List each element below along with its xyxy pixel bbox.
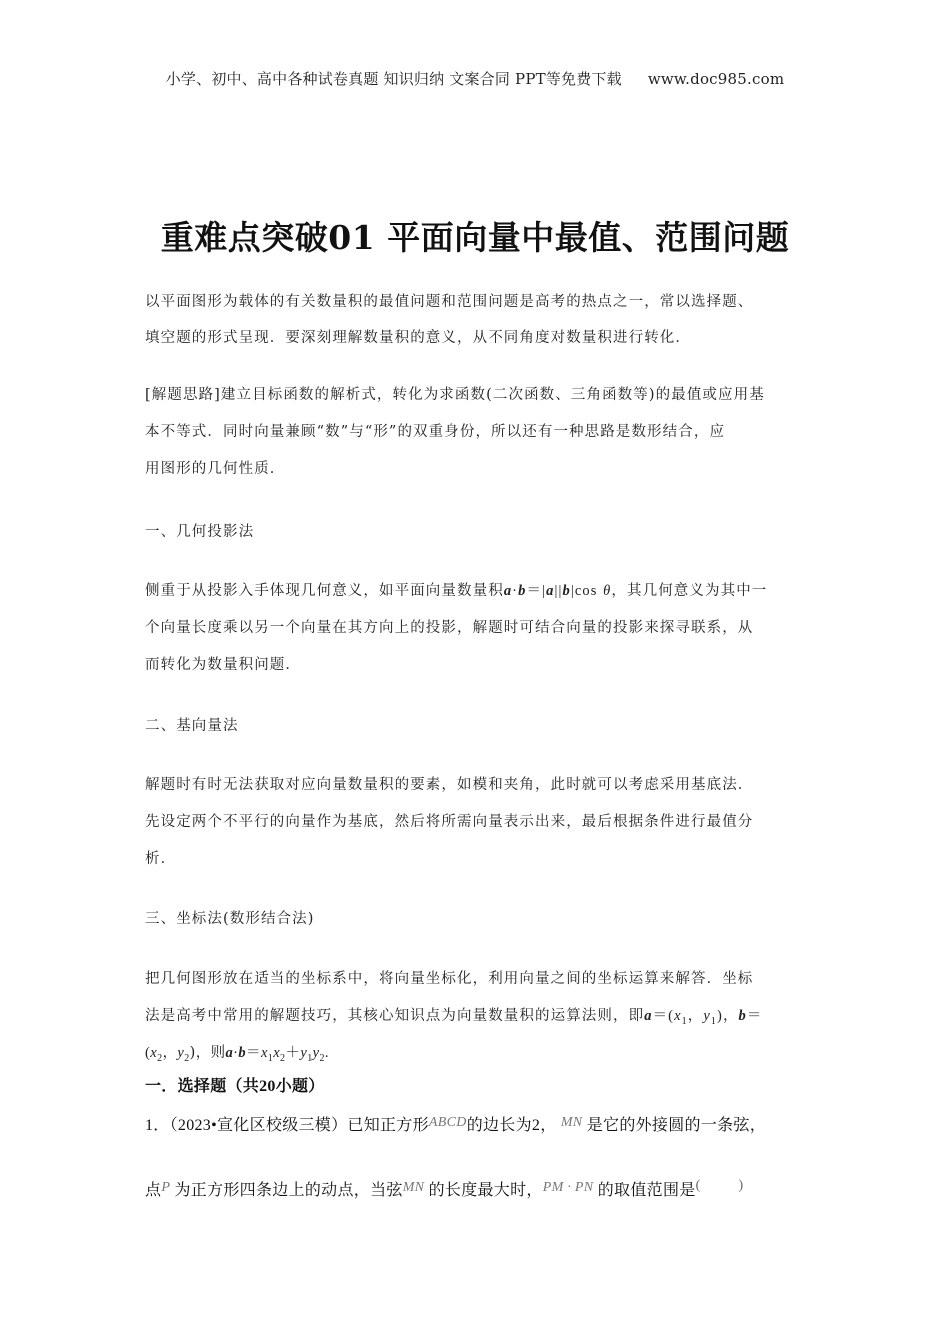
vec-a: a xyxy=(503,583,513,599)
q1-text-3: 是它的外接圆的一条弦， xyxy=(586,1117,767,1134)
section-3-line-2 xyxy=(145,1004,763,1027)
vec-b: b xyxy=(738,1008,747,1024)
section-2-heading: 二、基向量法 xyxy=(145,718,239,734)
section-3-heading: 三、坐标法(数形结合法) xyxy=(145,911,315,927)
q1-text-2: 的边长为2， xyxy=(466,1117,557,1134)
s3-text-pre: 法是高考中常用的解题技巧，其核心知识点为向量数量积的运算法则，即 xyxy=(145,1008,645,1024)
page-title: 重难点突破01 平面向量中最值、范围问题 xyxy=(160,218,790,257)
plus-op: ＋ xyxy=(285,1045,301,1061)
eq-open: ＝( xyxy=(652,1008,675,1024)
dot-product-expr: PM · PN xyxy=(542,1180,594,1195)
sub-1: 1 xyxy=(710,1015,718,1027)
approach-line-3: 用图形的几何性质． xyxy=(145,461,286,477)
vec-a: a xyxy=(644,1008,653,1024)
theta-symbol: θ xyxy=(603,583,612,599)
vec-a: a xyxy=(225,1045,234,1061)
section-1-line-2: 个向量长度乘以另一个向量在其方向上的投影，解题时可结合向量的投影来探寻联系，从 xyxy=(145,620,754,636)
period: . xyxy=(324,1045,329,1061)
var-y: y xyxy=(312,1045,320,1061)
header-url: www.doc985.com xyxy=(647,70,785,88)
section-1-line-3: 而转化为数量积问题． xyxy=(145,657,301,673)
question-1-line-2 xyxy=(145,1177,744,1200)
q1-line2-mid2: 的长度最大时， xyxy=(428,1182,543,1199)
section-3-line-3 xyxy=(145,1041,329,1064)
intro-line-2: 填空题的形式呈现．要深刻理解数量积的意义，从不同角度对数量积进行转化． xyxy=(145,330,691,346)
point-label: P xyxy=(161,1180,171,1195)
dot-op: · xyxy=(512,583,519,599)
page-header xyxy=(0,68,950,89)
close-paren: )， xyxy=(717,1008,739,1024)
dot-op: · xyxy=(233,1045,239,1061)
section-2-line-3: 析． xyxy=(145,851,177,867)
var-x: x xyxy=(260,1045,268,1061)
var-x: x xyxy=(150,1045,158,1061)
var-y: y xyxy=(300,1045,308,1061)
eq-op: ＝| xyxy=(526,583,547,599)
comma: ， xyxy=(687,1008,704,1024)
section-1-heading: 一、几何投影法 xyxy=(145,524,255,540)
q1-line2-mid: 为正方形四条边上的动点，当弦 xyxy=(174,1182,403,1199)
abs-bars: || xyxy=(554,583,563,599)
answer-paren-close: ) xyxy=(738,1178,744,1193)
sub-1: 1 xyxy=(307,1052,313,1064)
comma: ， xyxy=(162,1045,178,1061)
sub-1: 1 xyxy=(681,1015,688,1027)
s1-text-post: ，其几何意义为其中一 xyxy=(611,583,768,599)
answer-paren-open: ( xyxy=(695,1178,701,1193)
open-paren: ( xyxy=(145,1045,151,1061)
vec-a-abs: a xyxy=(546,583,555,599)
cos-fn: |cos xyxy=(570,583,598,599)
approach-line-1: [解题思路]建立目标函数的解析式，转化为求函数(二次函数、三角函数等)的最值或应用基 xyxy=(145,387,765,403)
square-label: ABCD xyxy=(428,1115,467,1130)
chord-label: MN xyxy=(560,1115,583,1130)
var-x: x xyxy=(273,1045,281,1061)
var-y: y xyxy=(703,1008,711,1024)
section-2-line-2: 先设定两个不平行的向量作为基底，然后将所需向量表示出来，最后根据条件进行最值分 xyxy=(145,814,754,830)
section-1-line-1 xyxy=(145,579,767,600)
then-text: )，则 xyxy=(189,1045,226,1061)
vec-b: b xyxy=(238,1045,247,1061)
sub-1: 1 xyxy=(267,1052,274,1064)
s1-text-pre: 侧重于从投影入手体现几何意义，如平面向量数量积 xyxy=(145,583,504,599)
q1-line2-pre: 点 xyxy=(145,1182,162,1199)
sub-2: 2 xyxy=(157,1052,163,1064)
section-3-line-1: 把几何图形放在适当的坐标系中，将向量坐标化，利用向量之间的坐标运算来解答．坐标 xyxy=(145,971,754,987)
question-1-line-1 xyxy=(145,1112,766,1135)
eq-op: ＝ xyxy=(246,1045,261,1061)
chord-label: MN xyxy=(402,1180,425,1195)
sub-2: 2 xyxy=(280,1052,286,1064)
approach-line-2: 本不等式．同时向量兼顾“数”与“形”的双重身份，所以还有一种思路是数形结合，应 xyxy=(145,424,726,440)
var-y: y xyxy=(177,1045,185,1061)
intro-line-1: 以平面图形为载体的有关数量积的最值问题和范围问题是高考的热点之一，常以选择题、 xyxy=(145,294,754,310)
sub-2: 2 xyxy=(319,1052,325,1064)
var-x: x xyxy=(674,1008,682,1024)
question-source: （2023•宣化区校级三模）已知正方形 xyxy=(169,1117,429,1134)
sub-2: 2 xyxy=(184,1052,190,1064)
questions-heading: 一．选择题（共20小题） xyxy=(145,1078,325,1095)
vec-b-abs: b xyxy=(562,583,571,599)
vec-b: b xyxy=(518,583,527,599)
eq-op: ＝ xyxy=(746,1008,763,1024)
q1-line2-end: 的取值范围是 xyxy=(597,1182,696,1199)
section-2-line-1: 解题时有时无法获取对应向量数量积的要素，如模和夹角，此时就可以考虑采用基底法． xyxy=(145,777,754,793)
header-text: 小学、初中、高中各种试卷真题 知识归纳 文案合同 PPT等免费下载 xyxy=(165,70,622,88)
question-number: 1． xyxy=(145,1117,170,1134)
